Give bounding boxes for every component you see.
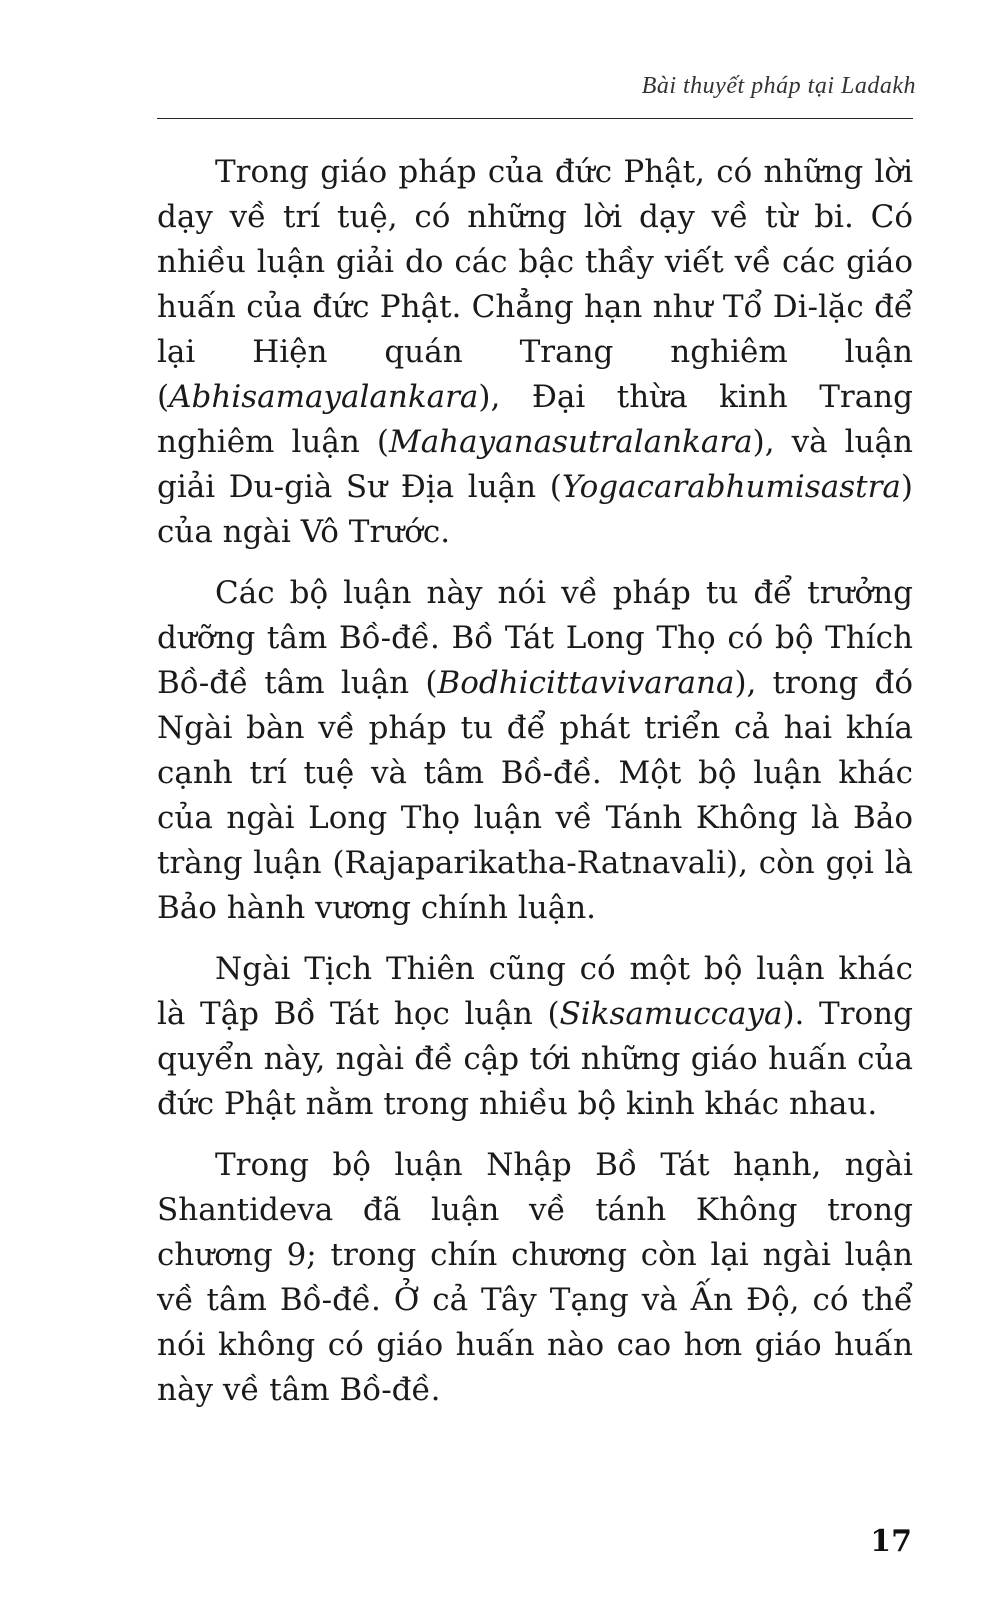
page-number: 17 bbox=[870, 1524, 912, 1559]
text-run: ), Đại thừa kinh Trang nghiêm luận ( bbox=[157, 379, 913, 460]
paragraph-3 bbox=[157, 947, 913, 1127]
italic-title: Abhisamayalankara bbox=[169, 379, 479, 415]
italic-title: Siksamuccaya bbox=[559, 996, 783, 1032]
italic-title: Mahayanasutralankara bbox=[388, 424, 753, 460]
text-run: ) của ngài Vô Trước. bbox=[157, 469, 913, 550]
paragraph-1 bbox=[157, 150, 913, 555]
running-header: Bài thuyết pháp tại Ladakh bbox=[641, 73, 916, 99]
header-divider bbox=[157, 118, 913, 119]
text-run: Ngài Tịch Thiên cũng có một bộ luận khác là Tập Bồ Tát học luận ( bbox=[157, 951, 913, 1032]
paragraph-2 bbox=[157, 571, 913, 931]
body-text bbox=[157, 150, 913, 1429]
text-run: ), và luận giải Du-già Sư Địa luận ( bbox=[157, 424, 914, 505]
paragraph-4 bbox=[157, 1143, 913, 1413]
text-run: Trong giáo pháp của đức Phật, có những lời dạy về trí tuệ, có những lời dạy về từ bi. Có nhiều luận giải do các bậc thầy viết về các giáo huấn của đức Phật. Chẳng hạn như Tổ Di-lặc để lại Hiện quán Trang nghiêm luận ( bbox=[157, 154, 913, 415]
text-run: ), trong đó Ngài bàn về pháp tu để phát triển cả hai khía cạnh trí tuệ và tâm Bồ-đề. Một bộ luận khác của ngài Long Thọ luận về Tánh Không là Bảo tràng luận (Rajaparikatha-Ratnavali), còn gọi là Bảo hành vương chính luận. bbox=[157, 665, 913, 926]
text-run: Các bộ luận này nói về pháp tu để trưởng dưỡng tâm Bồ-đề. Bồ Tát Long Thọ có bộ Thích Bồ-đề tâm luận ( bbox=[157, 575, 913, 701]
italic-title: Bodhicittavivarana bbox=[437, 665, 735, 701]
text-run: ). Trong quyển này, ngài đề cập tới những giáo huấn của đức Phật nằm trong nhiều bộ kinh khác nhau. bbox=[157, 996, 913, 1122]
italic-title: Yogacarabhumisastra bbox=[561, 469, 901, 505]
text-run: Trong bộ luận Nhập Bồ Tát hạnh, ngài Shantideva đã luận về tánh Không trong chương 9; trong chín chương còn lại ngài luận về tâm Bồ-đề. Ở cả Tây Tạng và Ấn Độ, có thể nói không có giáo huấn nào cao hơn giáo huấn này về tâm Bồ-đề. bbox=[157, 1147, 913, 1408]
